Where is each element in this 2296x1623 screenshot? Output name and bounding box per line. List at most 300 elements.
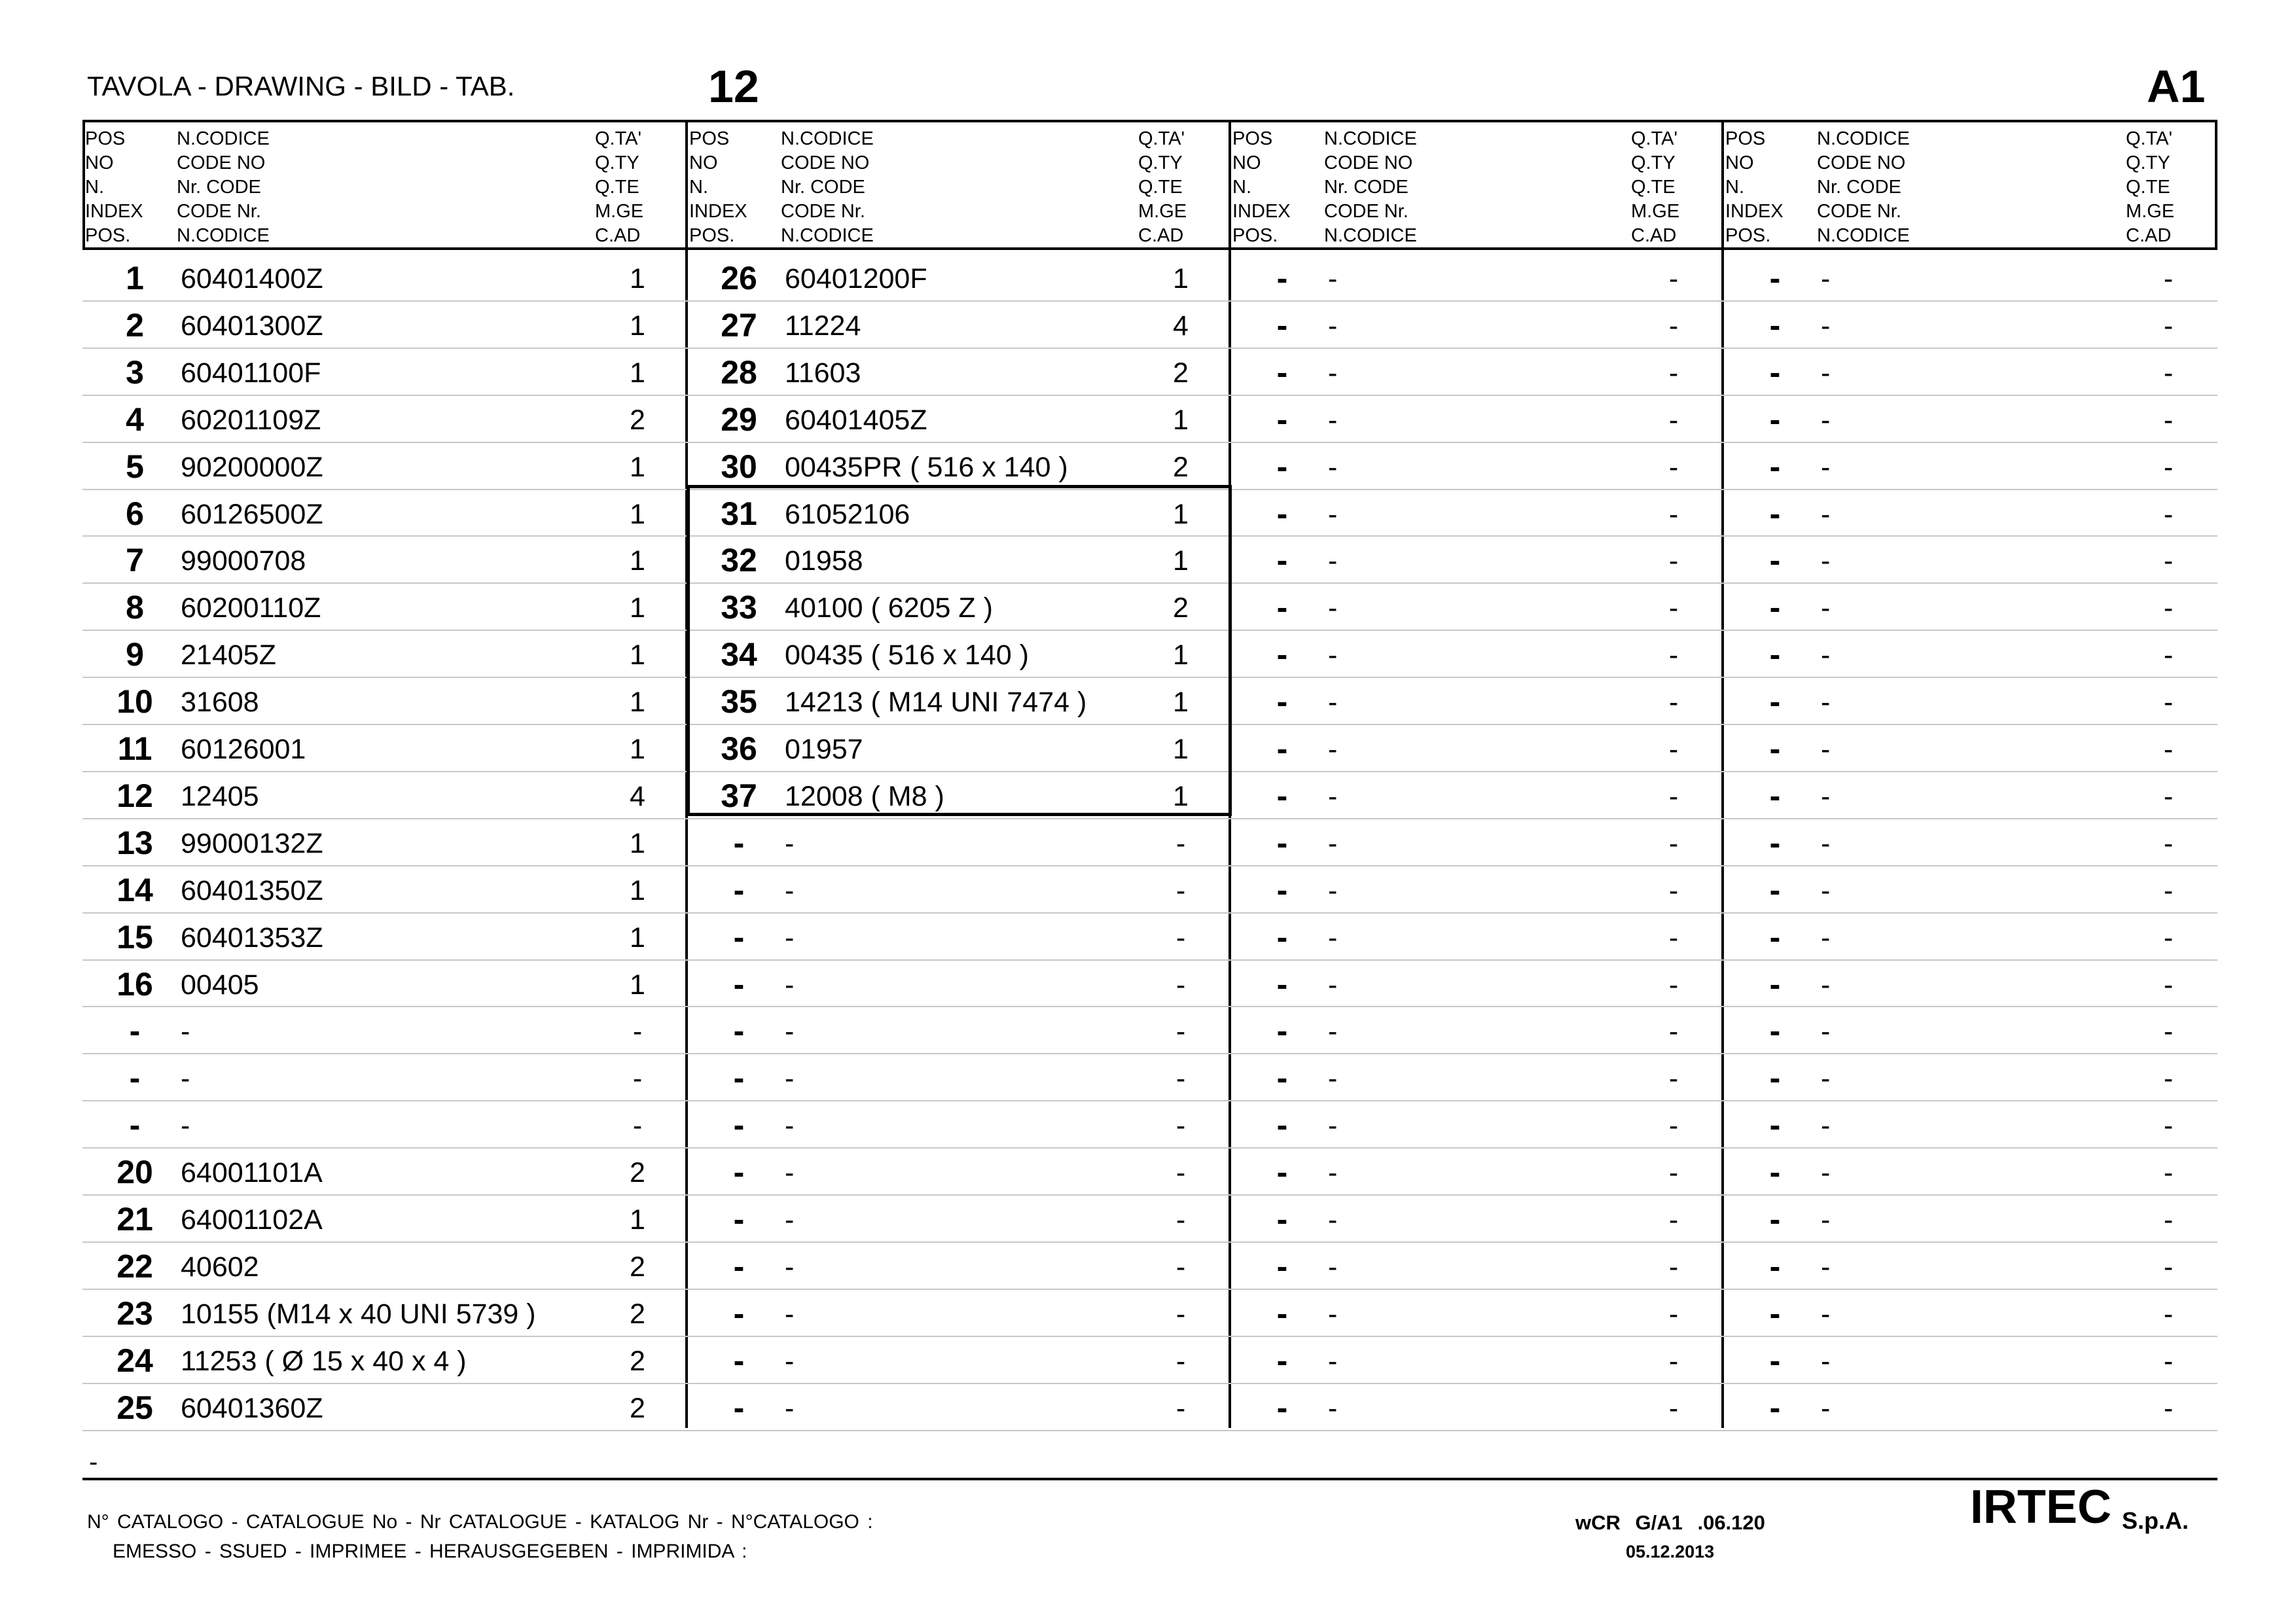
quantity: 2 [630, 1157, 645, 1189]
position-number: 9 [126, 636, 144, 673]
part-code: - [1328, 827, 1338, 859]
table-row [82, 395, 687, 442]
part-code: - [1821, 734, 1831, 765]
table-row [1230, 536, 1723, 583]
position-number: - [1769, 1107, 1781, 1144]
quantity: - [1175, 1345, 1186, 1377]
table-row [1230, 819, 1723, 866]
part-code: - [1821, 545, 1831, 577]
position-number: - [1769, 777, 1781, 814]
quantity: - [1668, 592, 1679, 624]
quantity: 2 [630, 404, 645, 436]
quantity: - [2163, 404, 2174, 436]
position-number: 7 [126, 542, 144, 579]
table-row [1230, 1148, 1723, 1195]
footer-catalog-line: N° CATALOGO - CATALOGUE No - Nr CATALOGUE - KATALOG Nr - N°CATALOGO : [87, 1511, 873, 1533]
part-code: - [1821, 1345, 1831, 1377]
position-number: - [1276, 260, 1288, 296]
part-code: - [181, 1110, 190, 1142]
table-row [82, 442, 687, 490]
quantity: - [2163, 498, 2174, 530]
table-row [1723, 395, 2217, 442]
table-row [687, 1336, 1230, 1383]
part-code: 60201109Z [181, 404, 321, 436]
position-number: - [1769, 965, 1781, 1003]
quantity: - [1668, 1016, 1679, 1048]
header-pos-label: POS NO N. INDEX POS. [1232, 128, 1291, 246]
table-row [1230, 1242, 1723, 1289]
table-row [687, 819, 1230, 866]
table-row [1230, 630, 1723, 677]
quantity: - [2163, 1157, 2174, 1189]
part-code: 11603 [785, 357, 861, 389]
quantity: - [1175, 969, 1186, 1001]
position-number: - [129, 1012, 141, 1050]
quantity: - [2163, 1345, 2174, 1377]
header-pos-label: POS NO N. INDEX POS. [689, 128, 747, 246]
quantity: 1 [630, 545, 645, 577]
position-number: 30 [721, 448, 757, 485]
position-number: 20 [117, 1154, 153, 1191]
position-number: 6 [126, 495, 144, 532]
part-code: 40100 ( 6205 Z ) [785, 592, 993, 624]
table-row [1230, 1289, 1723, 1336]
quantity: 1 [1173, 545, 1189, 577]
table-row [82, 1148, 687, 1195]
header-qty-label: Q.TA' Q.TY Q.TE M.GE C.AD [595, 128, 644, 246]
table-row [1723, 1195, 2217, 1242]
quantity: - [2163, 1110, 2174, 1142]
position-number: 5 [126, 448, 144, 485]
table-row [1723, 724, 2217, 772]
quantity: 2 [630, 1298, 645, 1330]
quantity: 1 [630, 921, 645, 954]
quantity: - [1668, 1345, 1679, 1377]
quantity: - [1175, 1204, 1186, 1236]
quantity: 1 [630, 498, 645, 530]
part-code: - [785, 827, 795, 859]
quantity: - [1668, 263, 1679, 294]
part-code: 10155 (M14 x 40 UNI 5739 ) [181, 1298, 536, 1330]
table-row [82, 1007, 687, 1054]
quantity: - [1175, 1110, 1186, 1142]
table-row [1723, 442, 2217, 490]
quantity: - [2163, 1298, 2174, 1330]
table-row [1723, 348, 2217, 395]
part-code: - [1821, 1016, 1831, 1048]
position-number: 27 [721, 306, 757, 344]
part-code: 12008 ( M8 ) [785, 780, 944, 812]
table-row [1230, 1195, 1723, 1242]
part-code: - [1821, 639, 1831, 671]
quantity: - [2163, 780, 2174, 812]
quantity: - [1175, 827, 1186, 859]
position-number: - [1769, 1342, 1781, 1379]
quantity: 1 [630, 1204, 645, 1236]
part-code: - [1821, 1298, 1831, 1330]
header-qty-label: Q.TA' Q.TY Q.TE M.GE C.AD [1631, 128, 1680, 246]
table-row [1230, 866, 1723, 913]
position-number: - [1276, 730, 1288, 767]
part-code: 00405 [181, 969, 259, 1001]
position-number: - [733, 1294, 745, 1332]
part-code: - [785, 1110, 795, 1142]
footer-divider [82, 1478, 2217, 1480]
position-number: - [1276, 1201, 1288, 1238]
position-number: 34 [721, 636, 757, 673]
quantity: 1 [630, 263, 645, 294]
position-number: - [1276, 401, 1288, 438]
header-qty-label: Q.TA' Q.TY Q.TE M.GE C.AD [2126, 128, 2175, 246]
position-number: - [1769, 401, 1781, 438]
table-row [1230, 1336, 1723, 1383]
table-row [1723, 490, 2217, 537]
table-row [82, 583, 687, 630]
quantity: 2 [630, 1345, 645, 1377]
table-row [1230, 395, 1723, 442]
quantity: - [2163, 734, 2174, 765]
quantity: - [2163, 1251, 2174, 1283]
quantity: - [1668, 1204, 1679, 1236]
part-code: - [1328, 734, 1338, 765]
table-row [1723, 1101, 2217, 1148]
part-code: 60401360Z [181, 1392, 323, 1424]
quantity: 1 [1173, 263, 1189, 294]
part-code: - [785, 1251, 795, 1283]
table-row [1230, 1101, 1723, 1148]
part-code: - [1821, 1063, 1831, 1095]
table-row [1230, 772, 1723, 819]
part-code: - [1328, 687, 1338, 719]
header-pos-label: POS NO N. INDEX POS. [1725, 128, 1784, 246]
quantity: 1 [1173, 498, 1189, 530]
position-number: - [1276, 871, 1288, 908]
company-suffix: S.p.A. [2122, 1507, 2189, 1534]
part-code: 31608 [181, 687, 259, 719]
part-code: - [1821, 969, 1831, 1001]
part-code: 14213 ( M14 UNI 7474 ) [785, 687, 1087, 719]
part-code: - [785, 969, 795, 1001]
quantity: - [1668, 1110, 1679, 1142]
table-row [1230, 348, 1723, 395]
position-number: - [733, 1201, 745, 1238]
position-number: - [1769, 542, 1781, 579]
quantity: 1 [630, 592, 645, 624]
position-number: - [1276, 777, 1288, 814]
table-row [1723, 677, 2217, 724]
part-code: - [1821, 780, 1831, 812]
position-number: - [733, 824, 745, 861]
quantity: - [1668, 969, 1679, 1001]
position-number: 29 [721, 401, 757, 438]
note: - [89, 1448, 98, 1476]
quantity: 1 [1173, 404, 1189, 436]
table-row [1723, 301, 2217, 348]
part-code: - [1821, 1157, 1831, 1189]
quantity: 1 [1173, 734, 1189, 765]
table-row [687, 348, 1230, 395]
part-code: - [1821, 404, 1831, 436]
position-number: - [1769, 1201, 1781, 1238]
position-number: - [1769, 1154, 1781, 1191]
quantity: - [1668, 498, 1679, 530]
position-number: 15 [117, 918, 153, 955]
quantity: - [1175, 1298, 1186, 1330]
table-row [1723, 254, 2217, 301]
part-code: 01957 [785, 734, 863, 765]
position-number: - [1276, 448, 1288, 485]
table-row [687, 1289, 1230, 1336]
quantity: - [632, 1063, 643, 1095]
quantity: 1 [1173, 780, 1189, 812]
table-row [1723, 1007, 2217, 1054]
part-code: - [1328, 404, 1338, 436]
table-row [82, 1289, 687, 1336]
quantity: - [2163, 687, 2174, 719]
quantity: - [2163, 1392, 2174, 1424]
quantity: - [1668, 921, 1679, 954]
part-code: - [1328, 498, 1338, 530]
quantity: - [2163, 592, 2174, 624]
table-row [1723, 536, 2217, 583]
position-number: 25 [117, 1389, 153, 1426]
quantity: 1 [1173, 687, 1189, 719]
quantity: - [2163, 921, 2174, 954]
position-number: 1 [126, 260, 144, 296]
document-code: wCR G/A1 .06.120 [1575, 1511, 1765, 1534]
part-code: - [1821, 310, 1831, 342]
table-row [1723, 1148, 2217, 1195]
table-row [687, 866, 1230, 913]
quantity: 2 [1173, 592, 1189, 624]
quantity: - [1668, 687, 1679, 719]
quantity: - [1668, 1298, 1679, 1330]
position-number: - [733, 1012, 745, 1050]
part-code: 99000708 [181, 545, 306, 577]
position-number: - [1276, 1294, 1288, 1332]
header-code-label: N.CODICE CODE NO Nr. CODE CODE Nr. N.CODICE [177, 128, 270, 246]
position-number: - [1769, 306, 1781, 344]
table-row [1723, 819, 2217, 866]
position-number: 16 [117, 965, 153, 1003]
position-number: - [1769, 1012, 1781, 1050]
header-column-divider [685, 120, 688, 250]
quantity: 2 [1173, 451, 1189, 483]
table-row [1230, 960, 1723, 1007]
position-number: 36 [721, 730, 757, 767]
table-row [687, 1101, 1230, 1148]
table-row [1230, 583, 1723, 630]
table-row [82, 1336, 687, 1383]
quantity: - [2163, 310, 2174, 342]
position-number: - [1769, 730, 1781, 767]
quantity: 1 [630, 639, 645, 671]
part-code: - [1328, 451, 1338, 483]
part-code: - [1821, 498, 1831, 530]
table-row [82, 819, 687, 866]
quantity: 1 [630, 734, 645, 765]
quantity: - [2163, 357, 2174, 389]
table-row [82, 724, 687, 772]
part-code: 12405 [181, 780, 259, 812]
position-number: - [1276, 353, 1288, 391]
position-number: 32 [721, 542, 757, 579]
position-number: 33 [721, 589, 757, 626]
part-code: - [1821, 687, 1831, 719]
position-number: - [1769, 1294, 1781, 1332]
position-number: - [1769, 260, 1781, 296]
header-column-divider [1721, 120, 1724, 250]
position-number: - [1276, 495, 1288, 532]
part-code: 00435 ( 516 x 140 ) [785, 639, 1029, 671]
table-row [82, 1101, 687, 1148]
part-code: 99000132Z [181, 827, 323, 859]
quantity: - [1668, 1392, 1679, 1424]
position-number: 37 [721, 777, 757, 814]
position-number: - [129, 1060, 141, 1097]
position-number: 14 [117, 871, 153, 908]
position-number: - [1276, 1107, 1288, 1144]
quantity: - [1668, 639, 1679, 671]
part-code: 60401100F [181, 357, 321, 389]
part-code: - [1821, 592, 1831, 624]
table-row [82, 301, 687, 348]
quantity: 2 [630, 1251, 645, 1283]
part-code: 60401350Z [181, 874, 323, 906]
position-number: - [733, 1060, 745, 1097]
part-code: 60401300Z [181, 310, 323, 342]
quantity: - [1668, 357, 1679, 389]
position-number: 3 [126, 353, 144, 391]
table-row [82, 1242, 687, 1289]
part-code: 60126500Z [181, 498, 323, 530]
part-code: - [1821, 874, 1831, 906]
position-number: - [733, 1342, 745, 1379]
table-row [1723, 960, 2217, 1007]
position-number: 26 [721, 260, 757, 296]
part-code: - [785, 874, 795, 906]
position-number: - [733, 1247, 745, 1285]
table-row [687, 960, 1230, 1007]
table-row [687, 1054, 1230, 1101]
position-number: - [1276, 589, 1288, 626]
position-number: 11 [117, 730, 152, 767]
position-number: - [1276, 1154, 1288, 1191]
part-code: - [1328, 545, 1338, 577]
table-row [687, 1007, 1230, 1054]
quantity: - [2163, 1204, 2174, 1236]
header-code-label: N.CODICE CODE NO Nr. CODE CODE Nr. N.CODICE [1324, 128, 1417, 246]
position-number: - [733, 965, 745, 1003]
position-number: - [1769, 1389, 1781, 1426]
header-code-label: N.CODICE CODE NO Nr. CODE CODE Nr. N.CODICE [781, 128, 874, 246]
position-number: 4 [126, 401, 144, 438]
position-number: - [1769, 918, 1781, 955]
table-row [687, 1195, 1230, 1242]
part-code: - [1328, 1204, 1338, 1236]
quantity: 1 [630, 357, 645, 389]
part-code: - [1328, 310, 1338, 342]
quantity: - [2163, 263, 2174, 294]
table-row [1723, 1383, 2217, 1431]
position-number: - [1276, 965, 1288, 1003]
part-code: 60401353Z [181, 921, 323, 954]
part-code: 61052106 [785, 498, 910, 530]
position-number: 28 [721, 353, 757, 391]
part-code: - [1821, 1110, 1831, 1142]
table-row [1723, 1054, 2217, 1101]
position-number: - [1769, 871, 1781, 908]
part-code: 60200110Z [181, 592, 321, 624]
position-number: - [1276, 1389, 1288, 1426]
table-row [82, 913, 687, 960]
quantity: 1 [630, 827, 645, 859]
quantity: - [1175, 921, 1186, 954]
position-number: - [1276, 1012, 1288, 1050]
position-number: 23 [117, 1294, 153, 1332]
position-number: - [1769, 636, 1781, 673]
table-row [82, 1195, 687, 1242]
quantity: 1 [630, 687, 645, 719]
position-number: - [1769, 1060, 1781, 1097]
position-number: - [1276, 542, 1288, 579]
quantity: 1 [630, 969, 645, 1001]
part-code: - [1328, 921, 1338, 954]
part-code: - [785, 1204, 795, 1236]
position-number: 24 [117, 1342, 153, 1379]
part-code: 60401405Z [785, 404, 927, 436]
quantity: - [632, 1110, 643, 1142]
position-number: - [1769, 495, 1781, 532]
part-code: 11224 [785, 310, 861, 342]
quantity: - [1668, 1063, 1679, 1095]
quantity: 1 [630, 310, 645, 342]
quantity: - [1175, 1157, 1186, 1189]
quantity: - [632, 1016, 643, 1048]
position-number: 35 [721, 683, 757, 721]
part-code: 64001101A [181, 1157, 323, 1189]
table-row [1230, 301, 1723, 348]
table-row [82, 490, 687, 537]
quantity: - [1668, 1157, 1679, 1189]
part-code: 60401400Z [181, 263, 323, 294]
issue-date: 05.12.2013 [1626, 1542, 1715, 1561]
part-code: 90200000Z [181, 451, 323, 483]
position-number: - [1276, 824, 1288, 861]
position-number: - [1276, 918, 1288, 955]
table-row [82, 630, 687, 677]
position-number: - [1769, 824, 1781, 861]
part-code: - [1328, 1251, 1338, 1283]
quantity: 2 [630, 1392, 645, 1424]
position-number: - [1769, 353, 1781, 391]
table-row [82, 1383, 687, 1431]
highlight-box [687, 485, 1232, 816]
part-code: - [181, 1016, 190, 1048]
quantity: - [1668, 545, 1679, 577]
table-row [1230, 1054, 1723, 1101]
quantity: - [1175, 1063, 1186, 1095]
position-number: 2 [126, 306, 144, 344]
table-row [1723, 630, 2217, 677]
table-row [1723, 1242, 2217, 1289]
quantity: - [1668, 780, 1679, 812]
part-code: - [1821, 357, 1831, 389]
part-code: - [1328, 969, 1338, 1001]
position-number: - [1276, 683, 1288, 721]
position-number: 8 [126, 589, 144, 626]
quantity: - [1668, 734, 1679, 765]
